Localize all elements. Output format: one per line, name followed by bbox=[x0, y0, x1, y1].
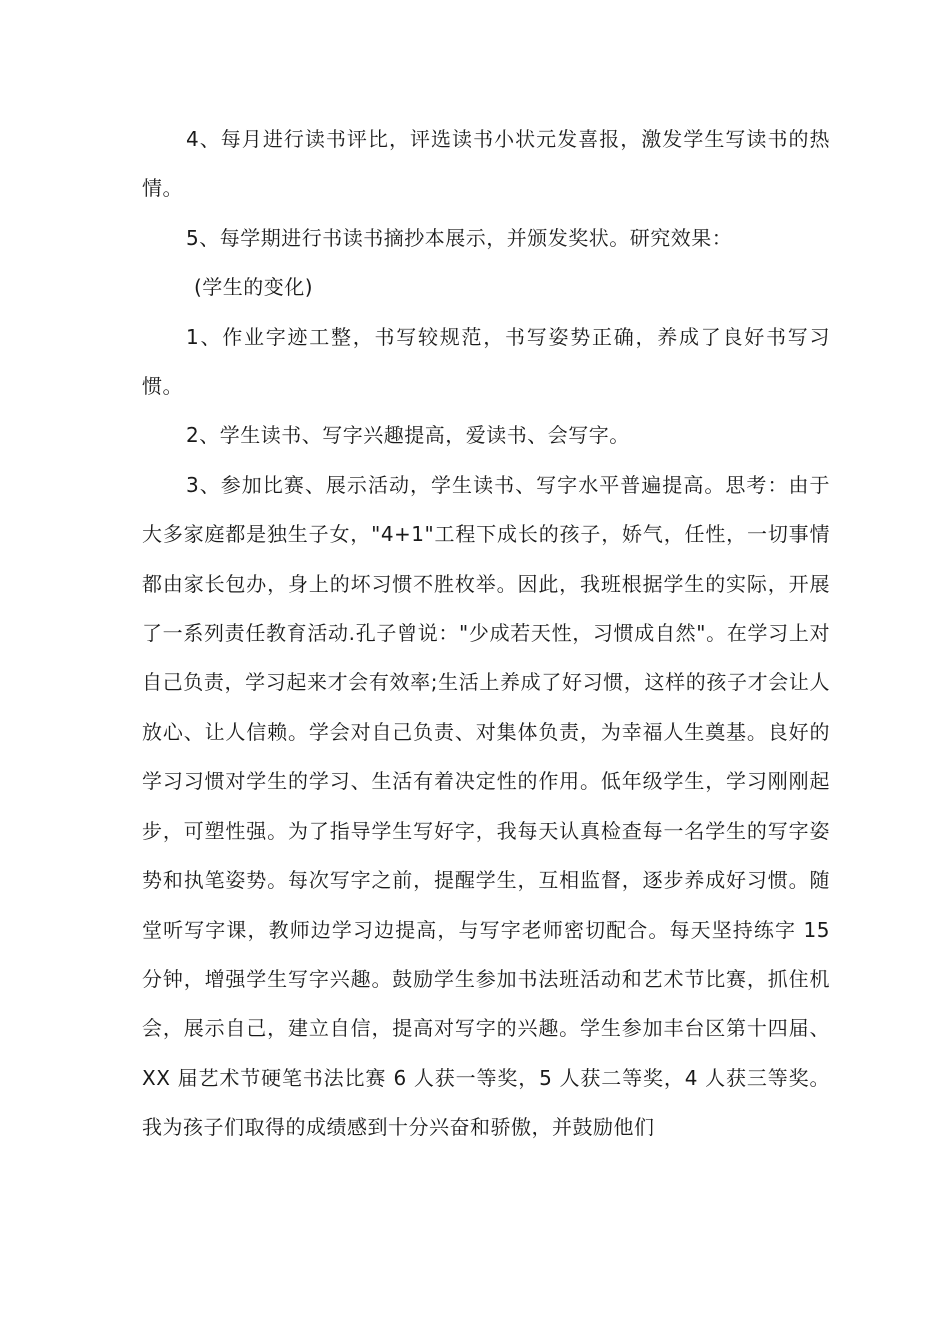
paragraph-item-5: 5、每学期进行书读书摘抄本展示，并颁发奖状。研究效果： bbox=[186, 225, 733, 250]
paragraph-item-4: 4、每月进行读书评比，评选读书小状元发喜报，激发学生写读书的热情。 bbox=[142, 127, 830, 201]
paragraph-result-1: 1、作业字迹工整，书写较规范，书写姿势正确，养成了良好书写习惯。 bbox=[142, 324, 830, 399]
document-body bbox=[142, 115, 830, 1153]
paragraph-result-2: 2、学生读书、写字兴趣提高，爱读书、会写字。 bbox=[186, 423, 630, 448]
section-subheading: (学生的变化) bbox=[194, 275, 314, 300]
paragraph-result-3: 3、参加比赛、展示活动，学生读书、写字水平普遍提高。思考：由于大多家庭都是独生子女，"4+1"工程下成长的孩子，娇气，任性，一切事情都由家长包办，身上的坏习惯不胜枚举。因此，我班根据学生的实际，开展了一系列责任教育活动.孔子曾说："少成若天性，习惯成自然"。在学习上对自己负责，学习起来才会有效率;生活上养成了好习惯，这样的孩子才会让人放心、让人信赖。学会对自己负责、对集体负责，为幸福人生奠基。良好的学习习惯对学生的学习、生活有着决定性的作用。低年级学生，学习刚刚起步，可塑性强。为了指导学生写好字，我每天认真检查每一名学生的写字姿势和执笔姿势。每次写字之前，提醒学生，互相监督，逐步养成好习惯。随堂听写字课，教师边学习边提高，与写字老师密切配合。每天坚持练字 15 分钟，增强学生写字兴趣。鼓励学生参加书法班活动和艺术节比赛，抓住机会，展示自己，建立自信，提高对写字的兴趣。学生参加丰台区第十四届、XX 届艺术节硬笔书法比赛 6 人获一等奖，5 人获二等奖，4 人获三等奖。我为孩子们取得的成绩感到十分兴奋和骄傲，并鼓励他们 bbox=[142, 472, 830, 1140]
